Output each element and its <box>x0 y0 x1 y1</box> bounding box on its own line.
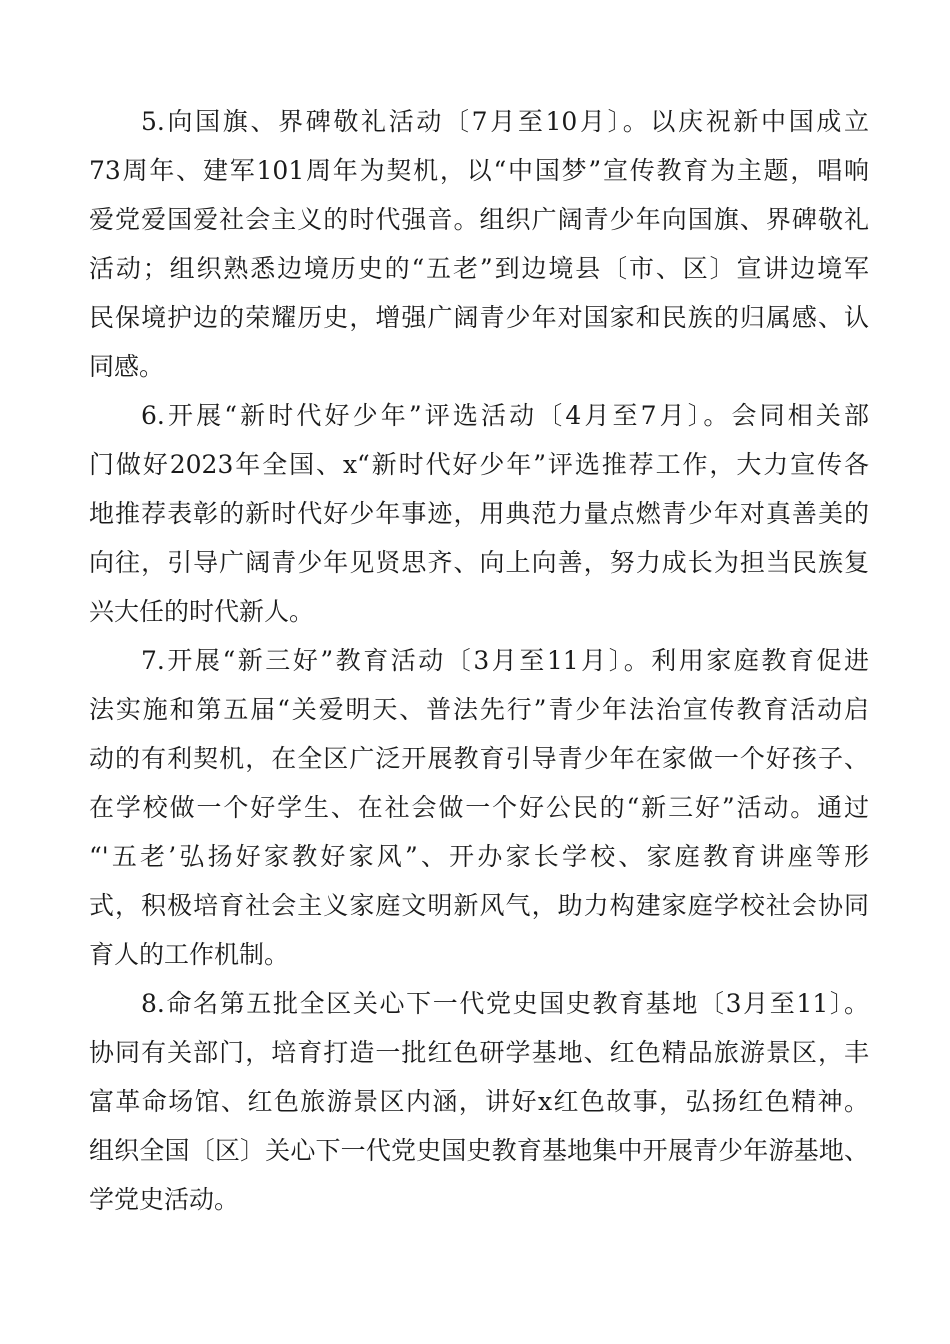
paragraph-7-line-6: 式，积极培育社会主义家庭文明新风气，助力构建家庭学校社会协同 <box>89 891 869 920</box>
paragraph-8-line-3: 富革命场馆、红色旅游景区内涵，讲好x红色故事，弘扬红色精神。 <box>89 1087 869 1116</box>
paragraph-7-line-5: “'五老’弘扬好家教好家风”、开办家长学校、家庭教育讲座等形 <box>89 842 869 871</box>
paragraph-7-line-7: 育人的工作机制。 <box>89 940 290 969</box>
paragraph-8-line-2: 协同有关部门，培育打造一批红色研学基地、红色精品旅游景区，丰 <box>89 1038 869 1067</box>
paragraph-8-line-1: 8.命名第五批全区关心下一代党史国史教育基地〔3月至11〕。 <box>141 989 869 1018</box>
paragraph-7-line-4: 在学校做一个好学生、在社会做一个好公民的“新三好”活动。通过 <box>89 793 869 822</box>
paragraph-5-line-6: 同感。 <box>89 352 165 381</box>
paragraph-5-line-3: 爱党爱国爱社会主义的时代强音。组织广阔青少年向国旗、界碑敬礼 <box>89 205 869 234</box>
paragraph-6-line-1: 6.开展“新时代好少年”评选活动〔4月至7月〕。会同相关部 <box>141 401 869 430</box>
paragraph-8-line-4: 组织全国〔区〕关心下一代党史国史教育基地集中开展青少年游基地、 <box>89 1136 869 1165</box>
paragraph-7-line-3: 动的有利契机，在全区广泛开展教育引导青少年在家做一个好孩子、 <box>89 744 869 773</box>
paragraph-6-line-4: 向往，引导广阔青少年见贤思齐、向上向善，努力成长为担当民族复 <box>89 548 869 577</box>
paragraph-6-line-2: 门做好2023年全国、x“新时代好少年”评选推荐工作，大力宣传各 <box>89 450 869 479</box>
paragraph-6-line-3: 地推荐表彰的新时代好少年事迹，用典范力量点燃青少年对真善美的 <box>89 499 869 528</box>
paragraph-5-line-5: 民保境护边的荣耀历史，增强广阔青少年对国家和民族的归属感、认 <box>89 303 869 332</box>
paragraph-8-line-5: 学党史活动。 <box>89 1185 240 1214</box>
paragraph-5-line-2: 73周年、建军101周年为契机，以“中国梦”宣传教育为主题，唱响 <box>89 156 869 185</box>
paragraph-5-line-1: 5.向国旗、界碑敬礼活动〔7月至10月〕。以庆祝新中国成立 <box>141 107 869 136</box>
paragraph-7-line-1: 7.开展“新三好”教育活动〔3月至11月〕。利用家庭教育促进 <box>141 646 869 675</box>
paragraph-6-line-5: 兴大任的时代新人。 <box>89 597 315 626</box>
paragraph-7-line-2: 法实施和第五届“关爱明天、普法先行”青少年法治宣传教育活动启 <box>89 695 869 724</box>
paragraph-5-line-4: 活动；组织熟悉边境历史的“五老”到边境县〔市、区〕宣讲边境军 <box>89 254 869 283</box>
